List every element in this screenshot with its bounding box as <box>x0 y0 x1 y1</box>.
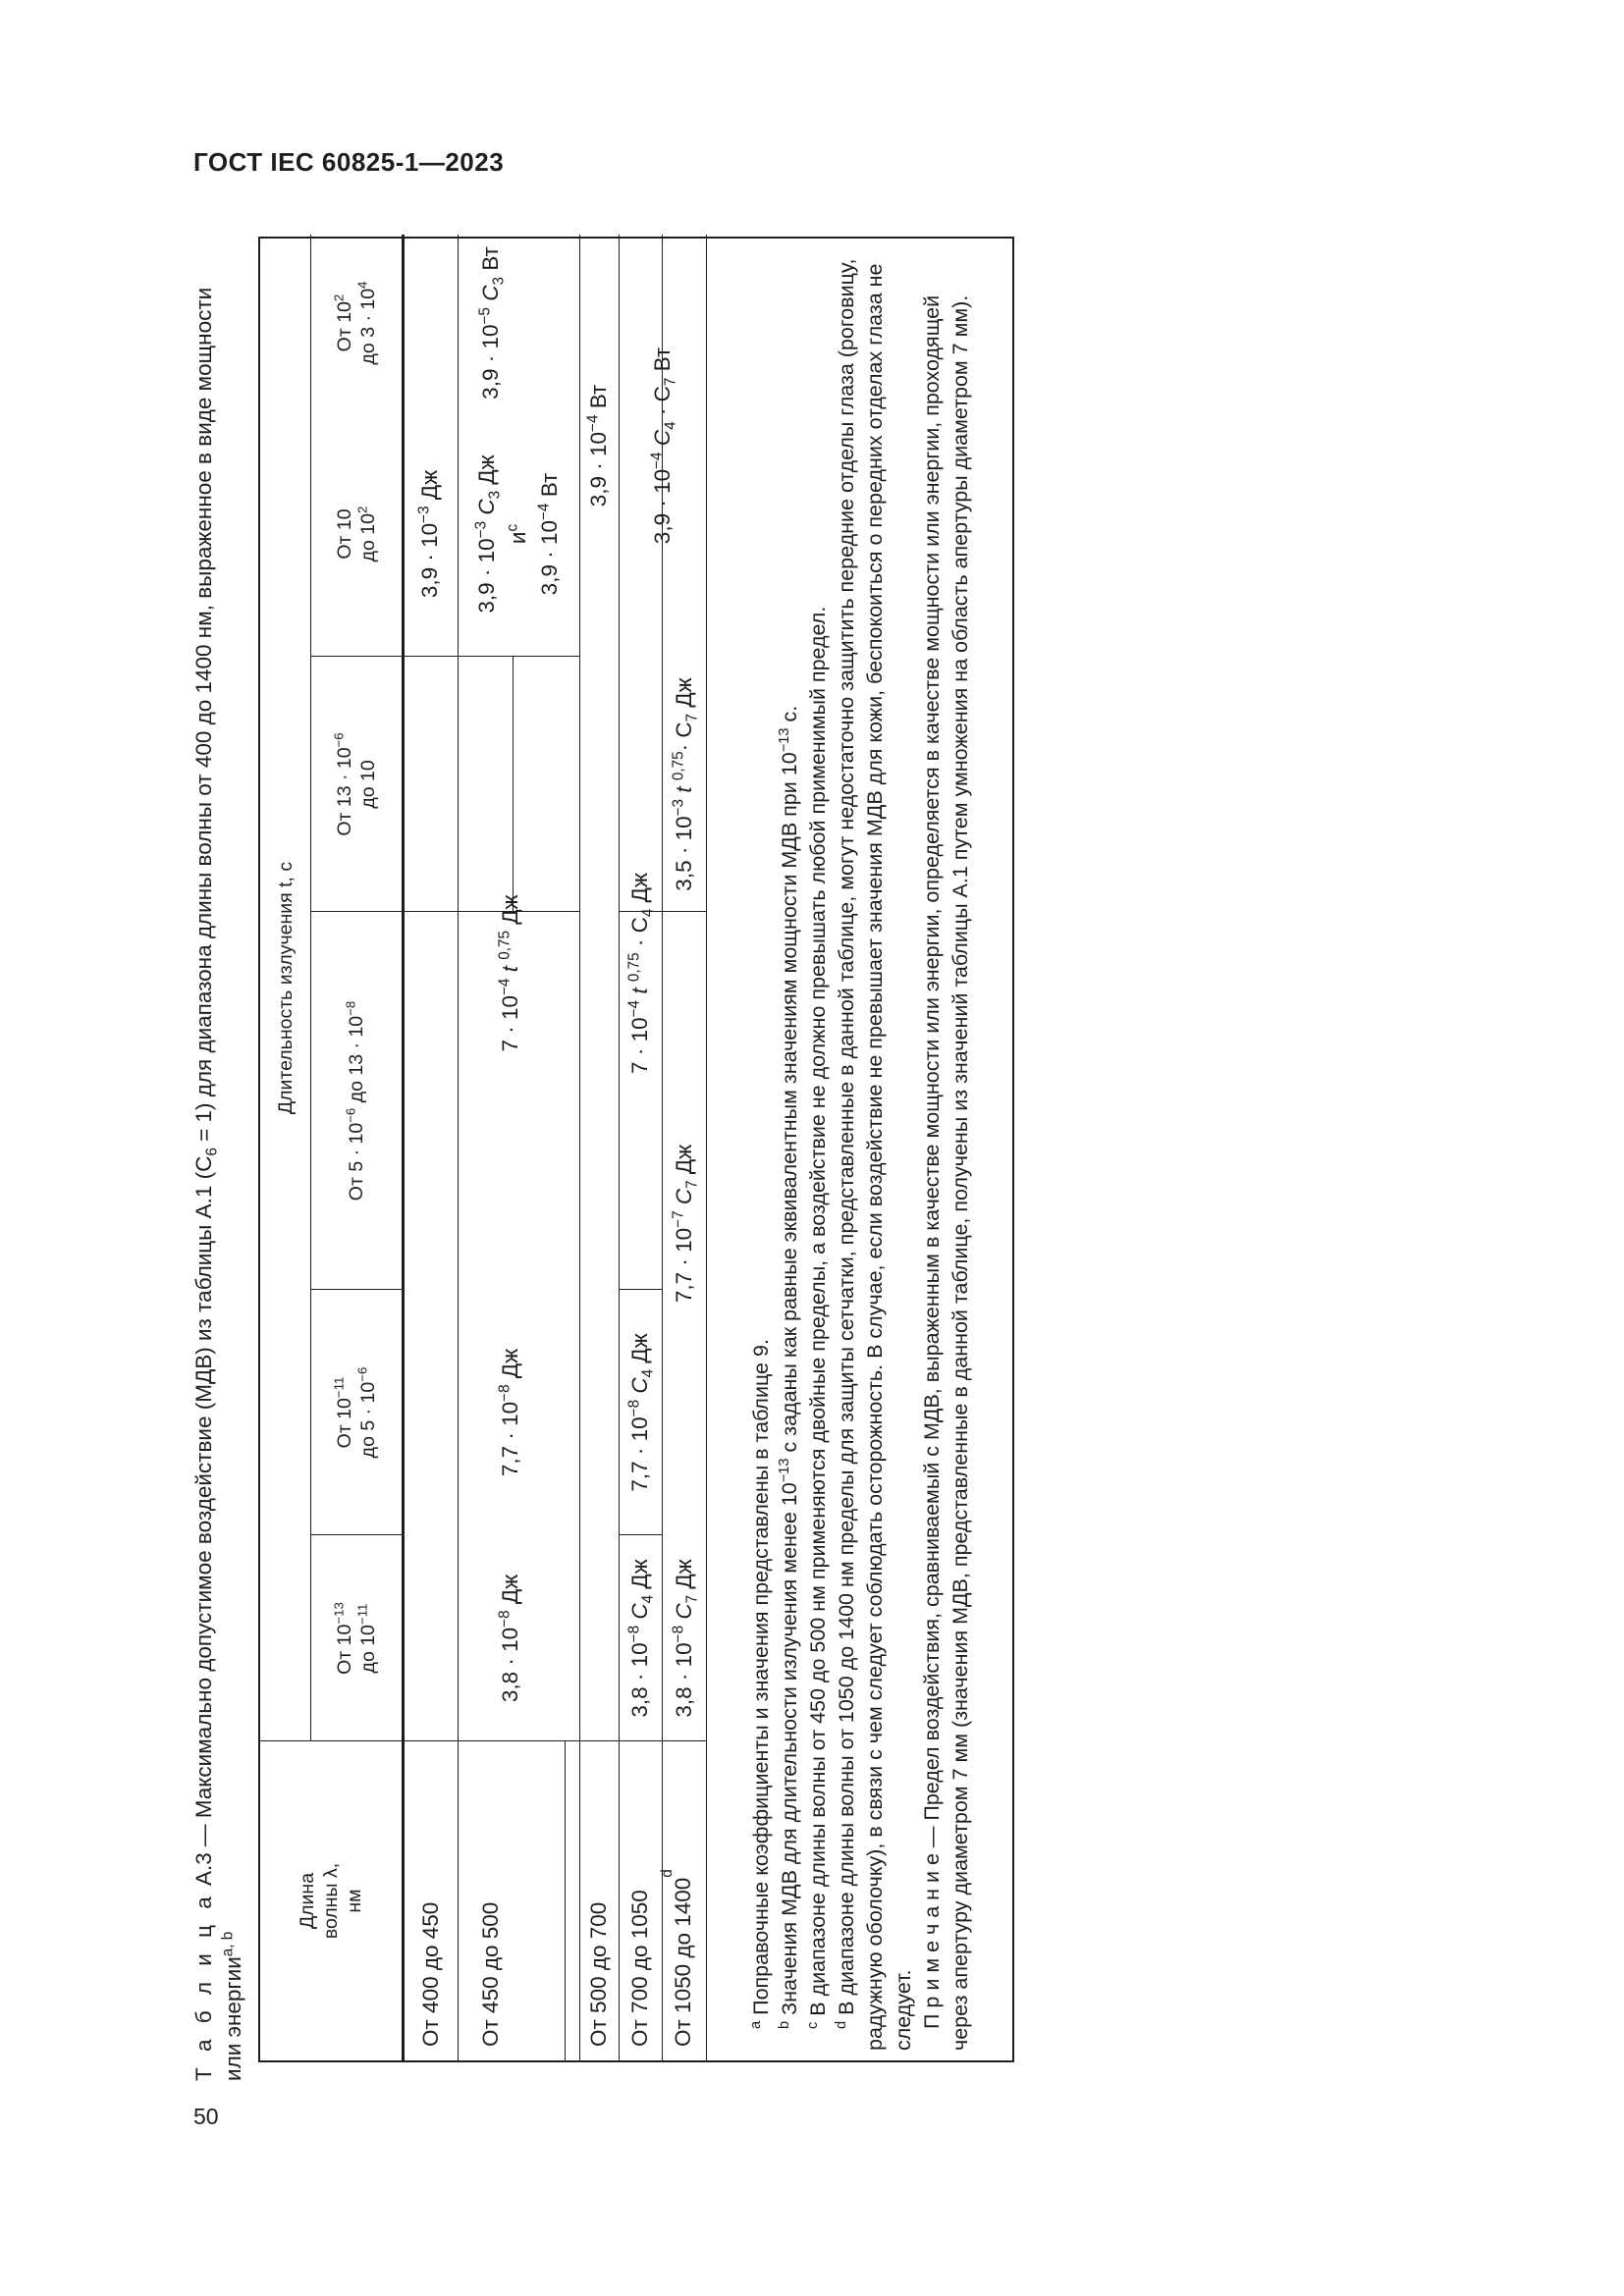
footnote-a: $^a$ Поправочные коэффициенты и значения представлены в таблице 9. <box>747 1339 773 2029</box>
header-duration-group: Длительность излучения t, с <box>274 861 297 1115</box>
page-number: 50 <box>193 2104 219 2129</box>
value-cell: $3,5 \cdot 10^{-3}$ t $^{0,75}\cdot C_7$ Дж <box>670 677 700 891</box>
table-remark: П р и м е ч а н и е — Предел воздействия, сравниваемый с МДВ, выраженным в качестве мощности или энергии, определяется в качестве мощности или энергии, проходящей через апертуру диаметром 7 мм (значения МДВ, представленные в данной таблице, получены из значений таблицы А.1 путем умножения на область апертуры диаметром 7 мм). <box>920 294 972 2051</box>
header-duration-3: От $5 \cdot 10^{-6}$ до $13 \cdot 10^{-8}$ <box>343 1000 367 1201</box>
value-cell: $7 \cdot 10^{-4}$ t $^{0,75} \cdot C_4$ Дж <box>625 873 657 1074</box>
value-cell: $3,9 \cdot 10^{-3}$ $C_3$ Дж $и^c$ $3,9 \cdot 10^{-4}$ Вт <box>472 454 562 614</box>
footnote-b: $^b$ Значения МДВ для длительности излучения менее $10^{-13}$ с заданы как равные эквивалентным значениям мощности МДВ при $10^{-13}$ с. <box>776 705 801 2029</box>
value-cell: $7,7 \cdot 10^{-8}$ Дж <box>496 1348 522 1477</box>
value-cell: $3,8 \cdot 10^{-8}$ $C_7$ Дж <box>670 1559 700 1718</box>
value-cell: $3,8 \cdot 10^{-8}$ Дж <box>496 1574 522 1703</box>
value-cell: $7 \cdot 10^{-4}$ t $^{0,75}$ Дж <box>496 894 522 1052</box>
header-duration-5: От 10 до $10^2$ <box>333 506 379 562</box>
value-cell: $7,7 \cdot 10^{-7}$ $C_7$ Дж <box>670 1144 700 1304</box>
mpe-table <box>258 237 1014 2062</box>
footnote-d: $^d$ В диапазоне длины волны от 1050 до 1400 нм пределы для защиты сетчатки, представленные в данной таблице, могут недостаточно защитить передние отделы глаза (роговицу, радужную оболочку), в связи с чем следует соблюдать осторожность. В случае, если воздействие не превышает значения МДВ для кожи, беспокоиться о передних отделах глаза не следует. <box>833 258 915 2051</box>
header-duration-6: От $10^2$ до $3 \cdot 10^4$ <box>331 281 379 365</box>
table-caption: Т а б л и ц а A.3 — Максимально допустимое воздействие (МДВ) из таблицы А.1 $(C_6 = 1)$ для диапазона длины волны от 400 до 1400 нм, выраженное в виде мощности или энергии$^{a, b}$ <box>191 287 245 2081</box>
row-label: От 400 до 450 <box>418 1901 443 2047</box>
header-wavelength: Длина волны λ, нм <box>297 1862 365 1940</box>
header-duration-2: От $10^{-11}$ до $5 \cdot 10^{-6}$ <box>331 1366 379 1459</box>
row-label: От 1050 до 1400 d <box>659 1869 695 2047</box>
value-cell: $3,8 \cdot 10^{-8}$ $C_4$ Дж <box>625 1559 657 1718</box>
document-header: ГОСТ IEC 60825-1—2023 <box>193 147 505 177</box>
value-cell: $3,9 \cdot 10^{-5}$ $C_3$ Вт <box>476 246 507 400</box>
footnote-c: $^c$ В диапазоне длины волны от 450 до 500 нм применяются двойные пределы, а воздействие не должно превышать любой применимый предел. <box>804 606 830 2029</box>
value-cell: $3,9 \cdot 10^{-3}$ Дж <box>415 469 442 599</box>
value-cell: $3,9 \cdot 10^{-4}$ $C_4 \cdot C_7$ Вт <box>648 347 678 545</box>
header-duration-4: От $13 \cdot 10^{-6}$ до 10 <box>331 732 379 836</box>
row-label: От 500 до 700 <box>586 1901 611 2047</box>
value-cell: $7,7 \cdot 10^{-8}$ $C_4$ Дж <box>625 1333 657 1492</box>
table-notes <box>747 249 975 2051</box>
value-cell: $3,9 \cdot 10^{-4}$ Вт <box>584 384 611 507</box>
row-label: От 450 до 500 <box>478 1901 503 2047</box>
row-label: От 700 до 1050 <box>627 1890 652 2047</box>
rotated-content <box>189 236 1019 2081</box>
header-duration-1: От $10^{-13}$ до $10^{-11}$ <box>331 1602 379 1675</box>
